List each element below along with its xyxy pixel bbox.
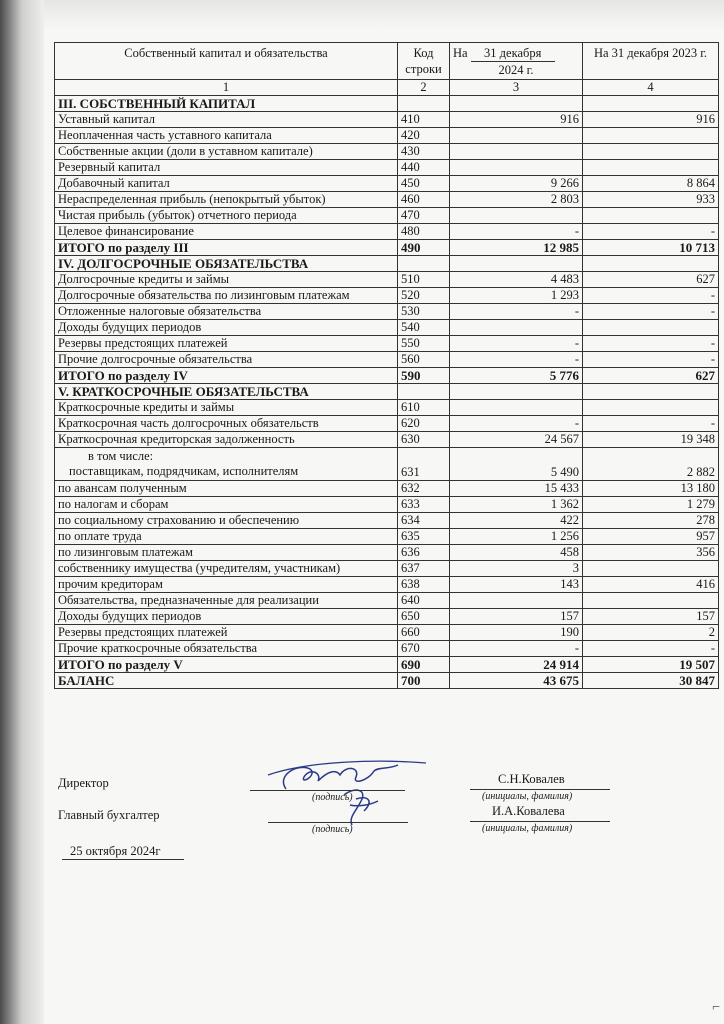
index-cell-3: 3	[450, 80, 583, 96]
table-row	[55, 176, 719, 192]
index-row	[55, 80, 719, 96]
row-value-2023: 2 882	[583, 448, 719, 481]
row-name: Обязательства, предназначенные для реализации	[55, 593, 398, 609]
row-code: 690	[398, 657, 450, 673]
row-name: по оплате труда	[55, 529, 398, 545]
row-name: ИТОГО по разделу V	[55, 657, 398, 673]
row-name: БАЛАНС	[55, 673, 398, 689]
row-name: по социальному страхованию и обеспечению	[55, 513, 398, 529]
row-value-2023: 933	[583, 192, 719, 208]
row-code: 550	[398, 336, 450, 352]
report-date-line	[62, 859, 184, 860]
accountant-label: Главный бухгалтер	[58, 808, 160, 822]
row-code: 620	[398, 416, 450, 432]
table-row	[55, 208, 719, 224]
header-code-line2: строки	[405, 62, 442, 76]
row-value-2024: 4 483	[450, 272, 583, 288]
row-code: 490	[398, 240, 450, 256]
row-code: 420	[398, 128, 450, 144]
table-row	[55, 625, 719, 641]
row-name: по авансам полученным	[55, 481, 398, 497]
row-value-2024: 1 362	[450, 497, 583, 513]
row-code: 638	[398, 577, 450, 593]
row-code: 637	[398, 561, 450, 577]
row-name: собственнику имущества (учредителям, участникам)	[55, 561, 398, 577]
row-code	[398, 256, 450, 272]
row-value-2024: -	[450, 352, 583, 368]
row-value-2024	[450, 400, 583, 416]
header-2024-year: 2024 г.	[498, 63, 534, 77]
row-value-2024: 458	[450, 545, 583, 561]
table-row	[55, 497, 719, 513]
row-value-2024	[450, 593, 583, 609]
table-row	[55, 144, 719, 160]
director-name: С.Н.Ковалев	[498, 772, 565, 786]
row-value-2023: 627	[583, 272, 719, 288]
row-code: 560	[398, 352, 450, 368]
accountant-signature-caption: (подпись)	[312, 824, 353, 835]
row-value-2024: 916	[450, 112, 583, 128]
row-value-2024: 12 985	[450, 240, 583, 256]
row-code: 480	[398, 224, 450, 240]
row-code: 540	[398, 320, 450, 336]
table-row	[55, 609, 719, 625]
director-signature-line	[250, 790, 405, 791]
row-name: V. КРАТКОСРОЧНЫЕ ОБЯЗАТЕЛЬСТВА	[55, 384, 398, 400]
header-2024-date: 31 декабря	[471, 45, 555, 62]
row-code: 440	[398, 160, 450, 176]
table-row	[55, 545, 719, 561]
row-code: 590	[398, 368, 450, 384]
row-value-2024	[450, 384, 583, 400]
row-value-2024	[450, 320, 583, 336]
row-value-2023: -	[583, 336, 719, 352]
row-name: Прочие краткосрочные обязательства	[55, 641, 398, 657]
row-value-2023: 8 864	[583, 176, 719, 192]
index-cell-1: 1	[55, 80, 398, 96]
header-code-line1: Код	[413, 46, 434, 60]
row-value-2023: -	[583, 304, 719, 320]
row-value-2023	[583, 320, 719, 336]
row-value-2023: 13 180	[583, 481, 719, 497]
row-value-2024	[450, 144, 583, 160]
row-value-2023: 10 713	[583, 240, 719, 256]
row-name: Долгосрочные обязательства по лизинговым платежам	[55, 288, 398, 304]
row-value-2023	[583, 160, 719, 176]
row-value-2024: 15 433	[450, 481, 583, 497]
row-code: 632	[398, 481, 450, 497]
row-name: Краткосрочная часть долгосрочных обязательств	[55, 416, 398, 432]
row-name	[55, 448, 398, 481]
row-code: 670	[398, 641, 450, 657]
corner-mark-icon: ⌐	[712, 1000, 720, 1015]
table-row	[55, 272, 719, 288]
row-name: Долгосрочные кредиты и займы	[55, 272, 398, 288]
row-name: Резервы предстоящих платежей	[55, 625, 398, 641]
row-code: 635	[398, 529, 450, 545]
row-value-2023: 1 279	[583, 497, 719, 513]
director-label: Директор	[58, 776, 109, 790]
row-value-2024: 43 675	[450, 673, 583, 689]
header-col-2023: На 31 декабря 2023 г.	[583, 43, 719, 80]
table-row	[55, 224, 719, 240]
director-initials-caption: (инициалы, фамилия)	[482, 791, 573, 802]
row-name: по налогам и сборам	[55, 497, 398, 513]
table-row	[55, 561, 719, 577]
section-row	[55, 256, 719, 272]
table-row	[55, 128, 719, 144]
table-row	[55, 352, 719, 368]
row-value-2024: -	[450, 304, 583, 320]
row-value-2024: 2 803	[450, 192, 583, 208]
director-name-line	[470, 789, 610, 790]
director-signature-caption: (подпись)	[312, 792, 353, 803]
row-value-2023: 416	[583, 577, 719, 593]
row-code: 634	[398, 513, 450, 529]
row-name: Краткосрочная кредиторская задолженность	[55, 432, 398, 448]
row-value-2023: 916	[583, 112, 719, 128]
row-code: 520	[398, 288, 450, 304]
row-name: Резервы предстоящих платежей	[55, 336, 398, 352]
balance-table	[54, 42, 719, 689]
row-value-2023: 957	[583, 529, 719, 545]
row-value-2023	[583, 384, 719, 400]
row-name: Чистая прибыль (убыток) отчетного периода	[55, 208, 398, 224]
header-col-name: Собственный капитал и обязательства	[55, 43, 398, 80]
row-value-2024: 5 490	[450, 448, 583, 481]
row-value-2024	[450, 208, 583, 224]
row-value-2023: -	[583, 416, 719, 432]
row-value-2023	[583, 128, 719, 144]
row-name: Доходы будущих периодов	[55, 320, 398, 336]
accountant-initials-caption: (инициалы, фамилия)	[482, 823, 573, 834]
table-row	[55, 529, 719, 545]
table-row	[55, 481, 719, 497]
row-name: Добавочный капитал	[55, 176, 398, 192]
row-value-2024: 157	[450, 609, 583, 625]
row-value-2023: 2	[583, 625, 719, 641]
row-code: 450	[398, 176, 450, 192]
row-value-2023	[583, 144, 719, 160]
table-row	[55, 432, 719, 448]
index-cell-4: 4	[583, 80, 719, 96]
row-name: ИТОГО по разделу IV	[55, 368, 398, 384]
table-row	[55, 416, 719, 432]
row-code: 510	[398, 272, 450, 288]
row-name: Прочие долгосрочные обязательства	[55, 352, 398, 368]
row-name: Неоплаченная часть уставного капитала	[55, 128, 398, 144]
row-value-2024: 3	[450, 561, 583, 577]
row-value-2023: -	[583, 224, 719, 240]
row-value-2024: 1 293	[450, 288, 583, 304]
row-value-2024	[450, 160, 583, 176]
table-row	[55, 288, 719, 304]
row-value-2023: -	[583, 641, 719, 657]
row-value-2023: 19 507	[583, 657, 719, 673]
accountant-name-line	[470, 821, 610, 822]
row-code: 430	[398, 144, 450, 160]
row-value-2024: 422	[450, 513, 583, 529]
row-value-2024: -	[450, 641, 583, 657]
row-code: 470	[398, 208, 450, 224]
table-row	[55, 304, 719, 320]
row-value-2024: 190	[450, 625, 583, 641]
row-value-2023	[583, 208, 719, 224]
row-code: 636	[398, 545, 450, 561]
row-value-2023: -	[583, 288, 719, 304]
row-value-2024: 143	[450, 577, 583, 593]
row-code: 660	[398, 625, 450, 641]
row-name: Доходы будущих периодов	[55, 609, 398, 625]
report-date: 25 октября 2024г	[70, 844, 161, 858]
row-value-2024: 24 914	[450, 657, 583, 673]
row-value-2023	[583, 400, 719, 416]
table-row	[55, 192, 719, 208]
header-col-code	[398, 43, 450, 80]
row-code: 640	[398, 593, 450, 609]
row-code: 633	[398, 497, 450, 513]
row-value-2023: -	[583, 352, 719, 368]
row-value-2024	[450, 96, 583, 112]
table-row	[55, 112, 719, 128]
table-row	[55, 641, 719, 657]
row-value-2024	[450, 128, 583, 144]
header-col-2024	[450, 43, 583, 80]
row-value-2023: 30 847	[583, 673, 719, 689]
row-value-2023: 278	[583, 513, 719, 529]
row-value-2024: 1 256	[450, 529, 583, 545]
row-code: 650	[398, 609, 450, 625]
row-value-2023: 627	[583, 368, 719, 384]
row-value-2023: 19 348	[583, 432, 719, 448]
row-name: прочим кредиторам	[55, 577, 398, 593]
row-name-line1: в том числе:	[88, 449, 154, 463]
row-value-2024	[450, 256, 583, 272]
row-value-2024: -	[450, 416, 583, 432]
row-value-2024: 24 567	[450, 432, 583, 448]
row-name: Отложенные налоговые обязательства	[55, 304, 398, 320]
row-code: 410	[398, 112, 450, 128]
row-name: Краткосрочные кредиты и займы	[55, 400, 398, 416]
row-value-2024: -	[450, 336, 583, 352]
row-value-2023: 356	[583, 545, 719, 561]
row-name-line2: поставщикам, подрядчикам, исполнителям	[69, 464, 299, 478]
table-row	[55, 160, 719, 176]
section-row	[55, 384, 719, 400]
row-value-2023	[583, 561, 719, 577]
scan-shadow-left	[0, 0, 44, 1024]
header-2024-prefix: На	[453, 46, 468, 60]
row-code: 630	[398, 432, 450, 448]
table-row	[55, 513, 719, 529]
row-name: Собственные акции (доли в уставном капитале)	[55, 144, 398, 160]
row-name: Резервный капитал	[55, 160, 398, 176]
row-code	[398, 384, 450, 400]
total-row	[55, 657, 719, 673]
section-row	[55, 96, 719, 112]
row-name: IV. ДОЛГОСРОЧНЫЕ ОБЯЗАТЕЛЬСТВА	[55, 256, 398, 272]
table-row	[55, 400, 719, 416]
total-row	[55, 368, 719, 384]
row-value-2023	[583, 96, 719, 112]
table-row	[55, 448, 719, 481]
row-value-2023	[583, 256, 719, 272]
table-row	[55, 577, 719, 593]
row-code: 631	[398, 448, 450, 481]
row-name: Уставный капитал	[55, 112, 398, 128]
total-row	[55, 240, 719, 256]
accountant-signature-line	[268, 822, 408, 823]
row-name: Целевое финансирование	[55, 224, 398, 240]
row-code: 700	[398, 673, 450, 689]
table-row	[55, 320, 719, 336]
row-value-2024: 5 776	[450, 368, 583, 384]
header-row	[55, 43, 719, 80]
total-row	[55, 673, 719, 689]
accountant-name: И.А.Ковалева	[492, 804, 565, 818]
scan-shadow-top	[0, 0, 724, 30]
row-name: III. СОБСТВЕННЫЙ КАПИТАЛ	[55, 96, 398, 112]
row-value-2024: 9 266	[450, 176, 583, 192]
index-cell-2: 2	[398, 80, 450, 96]
row-code: 460	[398, 192, 450, 208]
row-name: по лизинговым платежам	[55, 545, 398, 561]
row-code: 530	[398, 304, 450, 320]
row-code	[398, 96, 450, 112]
row-name: ИТОГО по разделу III	[55, 240, 398, 256]
row-value-2023: 157	[583, 609, 719, 625]
row-value-2024: -	[450, 224, 583, 240]
row-code: 610	[398, 400, 450, 416]
row-value-2023	[583, 593, 719, 609]
table-row	[55, 336, 719, 352]
table-row	[55, 593, 719, 609]
row-name: Нераспределенная прибыль (непокрытый убыток)	[55, 192, 398, 208]
